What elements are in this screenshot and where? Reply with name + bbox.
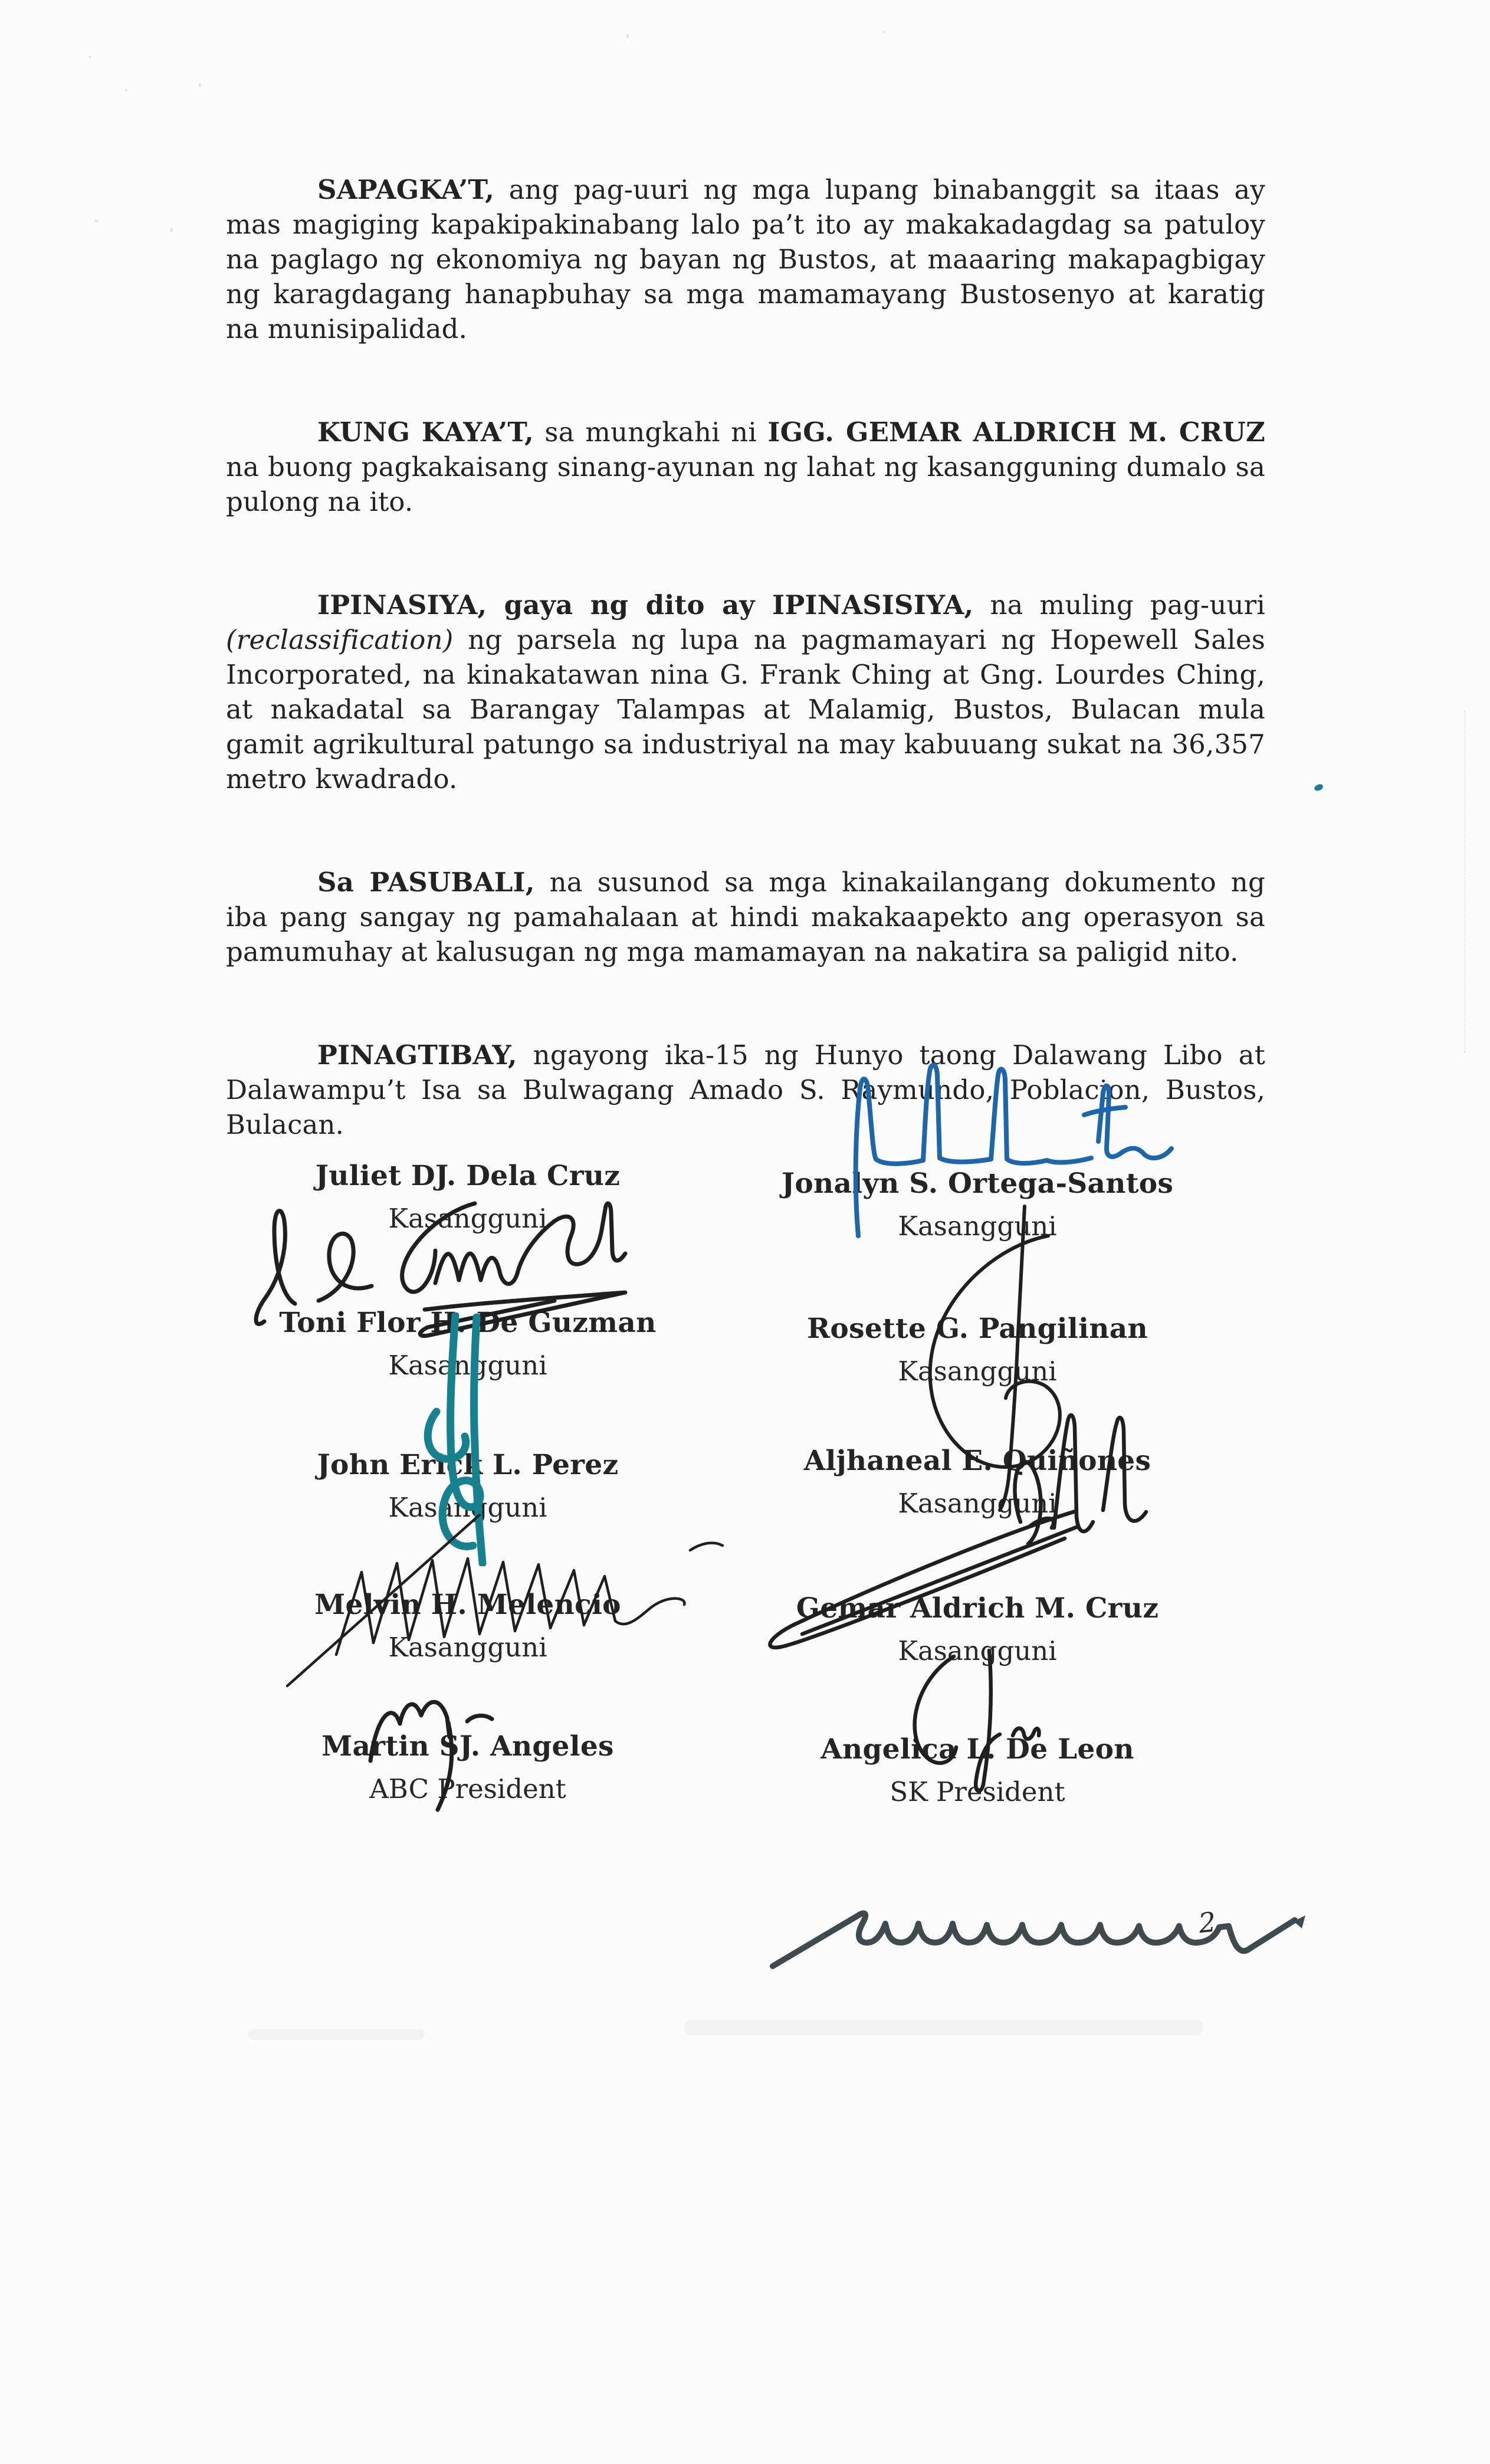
page-number: 2 <box>1197 1905 1218 1940</box>
signatory-title: Kasangguni <box>388 1203 547 1234</box>
signature-page-initial-flourish <box>764 1902 1318 1973</box>
text-segment: na susunod sa mga kinakailangang dokumento ng iba pang sangay ng pamahalaan at hindi makakaapekto ang operasyon sa pamumuhay at kalusugan ng mga mamamayan na nakatira sa paligid nito. <box>226 867 1265 967</box>
signatory-name: Juliet DJ. Dela Cruz <box>315 1160 621 1192</box>
text-segment: SAPAGKA’T, <box>317 174 495 205</box>
text-segment: (reclassification) <box>226 624 454 655</box>
scan-speck <box>170 228 173 232</box>
signatory-title: Kasangguni <box>898 1356 1057 1387</box>
signatory-title: Kasangguni <box>388 1632 547 1663</box>
signatory-name: Martin SJ. Angeles <box>321 1730 614 1763</box>
text-segment: PINAGTIBAY, <box>317 1039 517 1071</box>
scan-speck <box>88 56 91 58</box>
paragraph-kung-kayat <box>226 415 1265 519</box>
signatory-name: Jonalyn S. Ortega-Santos <box>781 1167 1174 1200</box>
paragraph-ipinasiya <box>226 588 1265 796</box>
signature-gemar-aldrich-cruz <box>752 1504 1088 1661</box>
signatory-name: Aljhaneal E. Quiñones <box>803 1445 1151 1477</box>
text-segment: KUNG KAYA’T, <box>317 416 534 448</box>
scan-edge-artifact <box>1464 711 1465 1053</box>
text-segment: ngayong ika-15 ng Hunyo taong Dalawang Libo at Dalawampu’t Isa sa Bulwagang Amado S. Raymundo, Poblacion, Bustos, Bulacan. <box>226 1039 1265 1140</box>
signature-melvin-melencio <box>280 1504 734 1690</box>
signatory-name: Rosette G. Pangilinan <box>807 1313 1148 1345</box>
scan-smudge <box>684 2020 1203 2035</box>
signature-angelica-de-leon <box>888 1646 1068 1796</box>
signatory-title: Kasangguni <box>898 1488 1057 1519</box>
signatory-name: John Erick L. Perez <box>317 1449 619 1481</box>
text-segment: IPINASIYA, gaya ng dito ay IPINASISIYA, <box>317 589 974 621</box>
paragraph-sapagkat <box>226 172 1265 346</box>
text-segment: na muling pag-uuri <box>973 589 1265 621</box>
scan-speck <box>125 88 127 92</box>
scan-smudge <box>248 2029 425 2040</box>
paragraph-pasubali <box>226 865 1265 969</box>
text-segment: sa mungkahi ni <box>533 416 768 448</box>
signatory-name: Melvin H. Melencio <box>314 1589 621 1621</box>
signatory-title: Kasangguni <box>898 1210 1057 1242</box>
signatory-title: ABC President <box>369 1773 566 1804</box>
scan-speck <box>94 219 99 222</box>
signatory-title: Kasangguni <box>898 1635 1057 1666</box>
text-segment: Sa PASUBALI, <box>317 867 535 898</box>
signatory-name: Gemar Aldrich M. Cruz <box>796 1592 1159 1625</box>
signature-martin-angeles <box>360 1687 546 1814</box>
ink-dot <box>1314 783 1324 792</box>
text-segment: ng parsela ng lupa na pagmamayari ng Hopewell Sales Incorporated, na kinakatawan nina G. Frank Ching at Gng. Lourdes Ching, at nakadatal sa Barangay Talampas at Malamig, Bustos, Bulacan mula gamit agrikultural patungo sa industriyal na may kabuuang sukat na 36,357 metro kwadrado. <box>226 624 1265 795</box>
signatory-title: SK President <box>890 1776 1065 1807</box>
signatory-title: Kasangguni <box>388 1492 547 1523</box>
scan-speck <box>198 83 201 87</box>
document-body <box>226 172 1265 1210</box>
text-segment: na buong pagkakaisang sinang-ayunan ng lahat ng kasangguning dumalo sa pulong na ito. <box>226 451 1265 517</box>
signatory-name: Angelica L. De Leon <box>821 1733 1134 1766</box>
scan-speck <box>626 34 629 38</box>
signatory-name: Toni Flor H. De Guzman <box>279 1307 657 1339</box>
text-segment: IGG. GEMAR ALDRICH M. CRUZ <box>767 416 1265 448</box>
scan-speck <box>882 31 885 33</box>
signatory-title: Kasangguni <box>388 1350 547 1381</box>
text-segment: ang pag-uuri ng mga lupang binabanggit sa itaas ay mas magiging kapakipakinabang lalo pa’t ito ay makakadagdag sa patuloy na paglago ng ekonomiya ng bayan ng Bustos, at maaaring makapagbigay ng karagdagang hanapbuhay sa mga mamamayang Bustosenyo at karatig na munisipalidad. <box>226 174 1265 344</box>
